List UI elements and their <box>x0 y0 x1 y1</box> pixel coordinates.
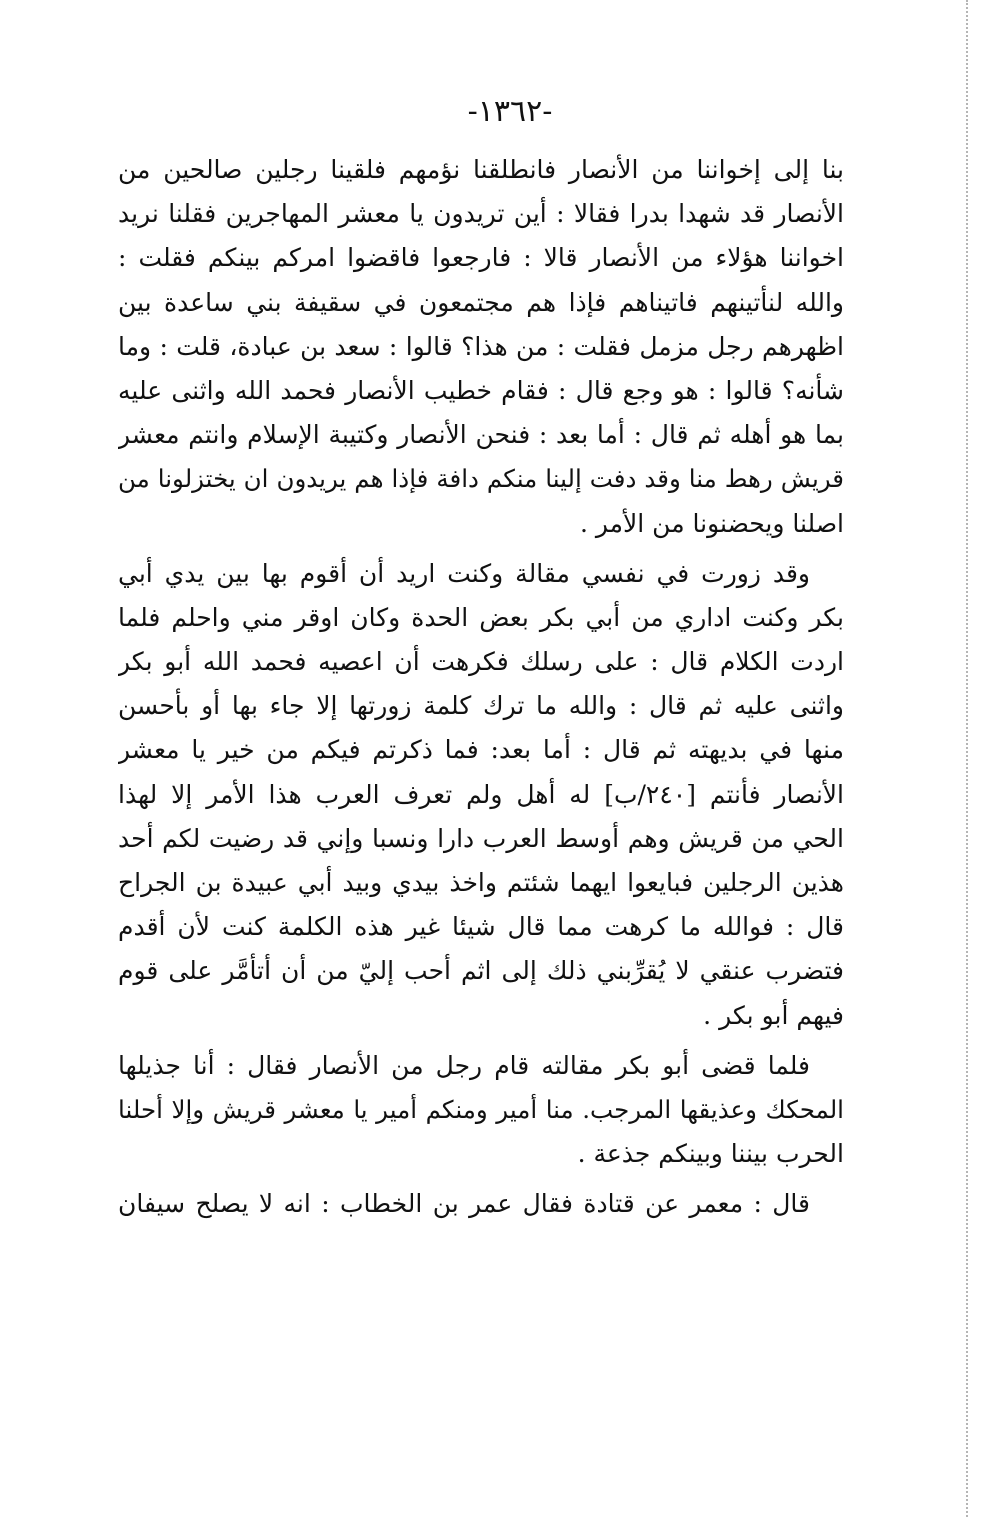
text-line: فلما قضى أبو بكر مقالته قام رجل من الأنصار فقال : أنا جذيلها <box>118 1050 810 1080</box>
text-line: والله لنأتينهم فاتيناهم فإذا هم مجتمعون في سقيفة بني ساعدة بين <box>118 287 844 317</box>
body-text <box>118 148 844 1227</box>
margin-rule <box>966 0 968 1517</box>
paragraph-2 <box>118 552 844 1038</box>
text-line: قريش رهط منا وقد دفت إلينا منكم دافة فإذا هم يريدون ان يختزلونا من <box>118 464 844 494</box>
text-line: اظهرهم رجل مزمل فقلت : من هذا؟ قالوا : سعد بن عبادة، قلت : وما <box>118 331 844 361</box>
text-line: منها في بديهته ثم قال : أما بعد: فما ذكرتم فيكم من خير يا معشر <box>118 735 844 765</box>
text-line: الأنصار قد شهدا بدرا فقالا : أين تريدون يا معشر المهاجرين فقلنا نريد <box>118 199 844 229</box>
text-line: بكر وكنت اداري من أبي بكر بعض الحدة وكان اوقر مني واحلم فلما <box>118 602 844 632</box>
text-line: الحرب بيننا وبينكم جذعة . <box>577 1139 844 1169</box>
text-line: الحي من قريش وهم أوسط العرب دارا ونسبا وإني قد رضيت لكم أحد <box>118 823 844 853</box>
paragraph-3 <box>118 1044 844 1177</box>
page-number: -١٣٦٢- <box>467 94 553 129</box>
text-line: فيهم أبو بكر . <box>703 1000 844 1030</box>
text-line: وقد زورت في نفسي مقالة وكنت اريد أن أقوم بها بين يدي أبي <box>118 558 810 588</box>
paragraph-4 <box>118 1182 844 1226</box>
paragraph-1 <box>118 148 844 546</box>
text-line: واثنى عليه ثم قال : والله ما ترك كلمة زورتها إلا جاء بها أو بأحسن <box>118 691 844 721</box>
text-line: الأنصار فأنتم [٢٤٠/ب] له أهل ولم تعرف العرب هذا الأمر إلا لهذا <box>118 779 844 809</box>
text-line: شأنه؟ قالوا : هو وجع قال : فقام خطيب الأنصار فحمد الله واثنى عليه <box>118 375 844 405</box>
text-line: فتضرب عنقي لا يُقرِّبني ذلك إلى اثم أحب إليّ من أن أتأمَّر على قوم <box>118 956 844 986</box>
text-line: اردت الكلام قال : على رسلك فكرهت أن اعصيه فحمد الله أبو بكر <box>118 647 844 677</box>
text-line: قال : معمر عن قتادة فقال عمر بن الخطاب : انه لا يصلح سيفان <box>118 1189 810 1219</box>
text-line: بنا إلى إخواننا من الأنصار فانطلقنا نؤمهم فلقينا رجلين صالحين من <box>118 155 844 184</box>
text-line: هذين الرجلين فبايعوا ايهما شئتم واخذ بيدي وبيد أبي عبيدة بن الجراح <box>118 868 844 897</box>
text-line: بما هو أهله ثم قال : أما بعد : فنحن الأنصار وكتيبة الإسلام وانتم معشر <box>118 420 844 450</box>
text-line: المحكك وعذيقها المرجب. منا أمير ومنكم أمير يا معشر قريش وإلا أحلنا <box>118 1094 844 1124</box>
text-line: اخواننا هؤلاء من الأنصار قالا : فارجعوا فاقضوا امركم بينكم فقلت : <box>118 243 844 273</box>
text-line: اصلنا ويحضنونا من الأمر . <box>579 508 844 538</box>
text-line: قال : فوالله ما كرهت مما قال شيئا غير هذه الكلمة كنت لأن أقدم <box>118 912 844 942</box>
